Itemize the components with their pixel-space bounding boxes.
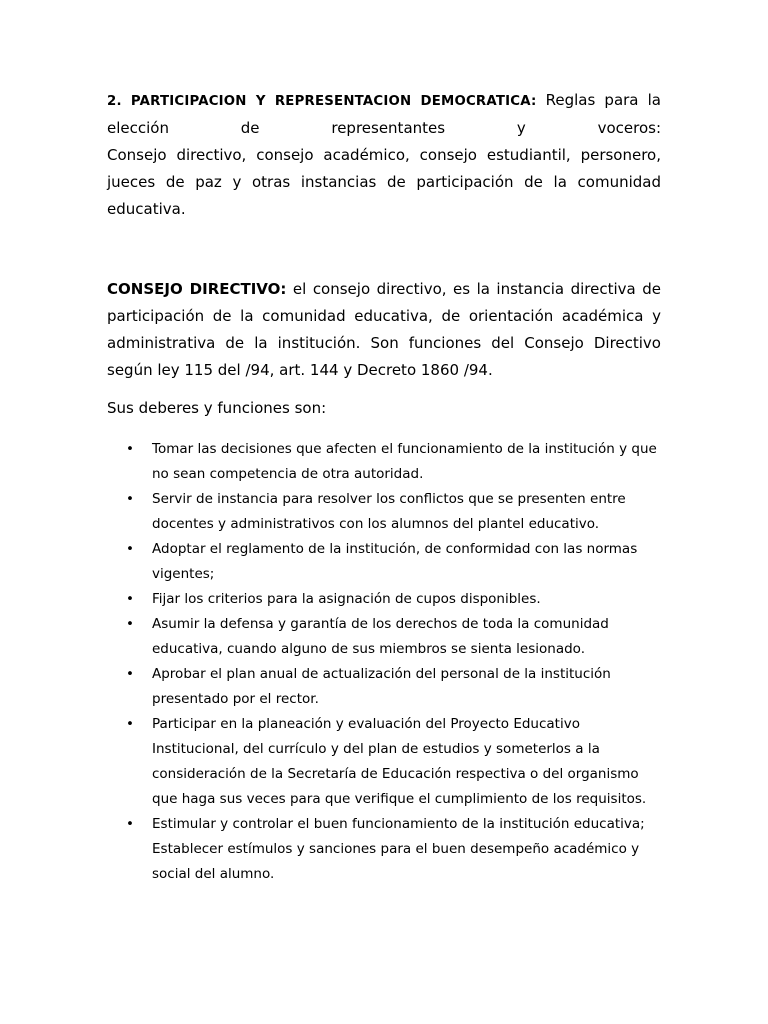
section-participacion-first-line-text: Reglas para la — [536, 91, 661, 109]
functions-intro: Sus deberes y funciones son: — [107, 399, 327, 417]
section-consejo-directivo-heading: CONSEJO DIRECTIVO: — [107, 280, 287, 298]
bullet-icon: • — [126, 441, 134, 457]
bullet-icon: • — [126, 491, 134, 507]
bullet-icon: • — [126, 816, 134, 832]
section-participacion-first-line — [107, 87, 661, 115]
document-page — [107, 87, 661, 887]
list-item-text: Aprobar el plan anual de actualización del personal de la institución presentado por el rector. — [152, 666, 611, 707]
list-item — [107, 612, 661, 662]
section-participacion — [107, 87, 661, 223]
list-item-text: Estimular y controlar el buen funcionamiento de la institución educativa; Establecer estímulos y sanciones para el buen desempeño académico y social del alumno. — [152, 816, 645, 882]
list-item — [107, 712, 661, 812]
list-item-text: Asumir la defensa y garantía de los derechos de toda la comunidad educativa, cuando alguno de sus miembros se sienta lesionado. — [152, 616, 609, 657]
list-item-text: Participar en la planeación y evaluación del Proyecto Educativo Institucional, del currículo y del plan de estudios y someterlos a la consideración de la Secretaría de Educación respectiva o del organismo que haga sus veces para que verifique el cumplimiento de los requisitos. — [152, 716, 647, 807]
list-item — [107, 537, 661, 587]
bullet-icon: • — [126, 666, 134, 682]
list-item-text: Fijar los criterios para la asignación de cupos disponibles. — [152, 591, 541, 607]
section-participacion-second-line: elección de representantes y voceros: — [107, 119, 661, 137]
list-item-text: Tomar las decisiones que afecten el funcionamiento de la institución y que no sean competencia de otra autoridad. — [152, 441, 657, 482]
section-consejo-directivo-body: el consejo directivo, es la instancia directiva de participación de la comunidad educativa, de orientación académica y administrativa de la institución. Son funciones del Consejo Directivo según ley 115 del /94, art. 144 y Decreto 1860 /94. — [107, 280, 661, 379]
list-item — [107, 662, 661, 712]
bullet-icon: • — [126, 591, 134, 607]
list-item-text: Servir de instancia para resolver los conflictos que se presenten entre docentes y administrativos con los alumnos del plantel educativo. — [152, 491, 626, 532]
list-item — [107, 437, 661, 487]
section-consejo-directivo — [107, 276, 661, 384]
list-item — [107, 812, 661, 887]
section-participacion-paragraph — [107, 87, 661, 223]
list-item — [107, 487, 661, 537]
list-item-text: Adoptar el reglamento de la institución, de conformidad con las normas vigentes; — [152, 541, 638, 582]
section-participacion-heading: 2. PARTICIPACION Y REPRESENTACION DEMOCRATICA: — [107, 94, 537, 109]
list-item — [107, 587, 661, 612]
bullet-icon: • — [126, 541, 134, 557]
bullet-icon: • — [126, 616, 134, 632]
functions-list — [107, 437, 661, 887]
bullet-icon: • — [126, 716, 134, 732]
section-consejo-directivo-paragraph — [107, 276, 661, 384]
section-participacion-body: Consejo directivo, consejo académico, consejo estudiantil, personero, jueces de paz y otras instancias de participación de la comunidad educativa. — [107, 146, 661, 218]
